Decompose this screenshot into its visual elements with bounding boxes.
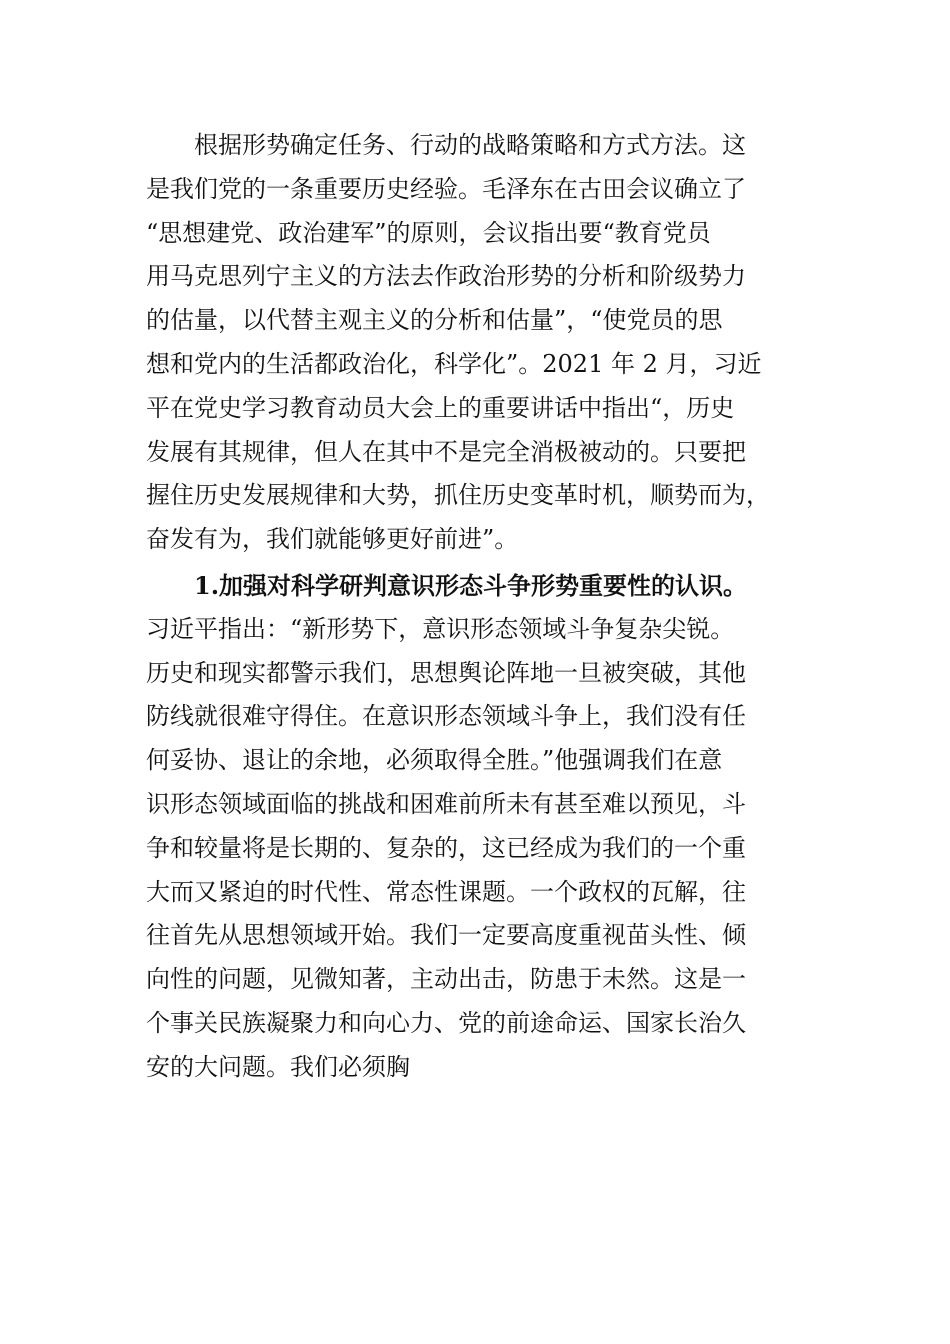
paragraph-1-line: 想和党内的生活都政治化，科学化”。2021 年 2 月，习近 — [146, 349, 762, 378]
paragraph-1-line: 握住历史发展规律和大势，抓住历史变革时机，顺势而为， — [146, 481, 770, 510]
paragraph-2-line: 大而又紧迫的时代性、常态性课题。一个政权的瓦解，往 — [146, 877, 746, 906]
paragraph-1 — [146, 124, 806, 562]
paragraph-1-line: 用马克思列宁主义的方法去作政治形势的分析和阶级势力 — [146, 262, 746, 291]
paragraph-1-line: 发展有其规律，但人在其中不是完全消极被动的。只要把 — [146, 437, 746, 466]
paragraph-2-line: 个事关民族凝聚力和向心力、党的前途命运、国家长治久 — [146, 1008, 746, 1037]
paragraph-2-line: 往首先从思想领域开始。我们一定要高度重视苗头性、倾 — [146, 921, 746, 950]
paragraph-2-line: 争和较量将是长期的、复杂的，这已经成为我们的一个重 — [146, 833, 746, 862]
section-heading: 1.加强对科学研判意识形态斗争形势重要性的认识。 — [146, 571, 748, 600]
paragraph-1-line: 是我们党的一条重要历史经验。毛泽东在古田会议确立了 — [146, 174, 746, 203]
paragraph-2-line: 防线就很难守得住。在意识形态领域斗争上，我们没有任 — [146, 702, 746, 731]
paragraph-2-line: 历史和现实都警示我们，思想舆论阵地一旦被突破，其他 — [146, 658, 746, 687]
paragraph-1-line: 平在党史学习教育动员大会上的重要讲话中指出“，历史 — [146, 393, 735, 422]
paragraph-2-line: 何妥协、退让的余地，必须取得全胜。”他强调我们在意 — [146, 746, 723, 775]
paragraph-1-line: 的估量，以代替主观主义的分析和估量”，“使党员的思 — [146, 306, 723, 335]
paragraph-1-line: 根据形势确定任务、行动的战略策略和方式方法。这 — [146, 131, 746, 159]
paragraph-2 — [146, 564, 806, 1090]
paragraph-2-line: 习近平指出：“新形势下，意识形态领域斗争复杂尖锐。 — [146, 614, 735, 643]
paragraph-2-line: 安的大问题。我们必须胸 — [146, 1052, 410, 1081]
paragraph-1-line: “思想建党、政治建军”的原则，会议指出要“教育党员 — [146, 218, 711, 247]
paragraph-2-line: 向性的问题，见微知著，主动出击，防患于未然。这是一 — [146, 965, 746, 994]
paragraph-1-line: 奋发有为，我们就能够更好前进”。 — [146, 525, 519, 554]
paragraph-2-line: 识形态领域面临的挑战和困难前所未有甚至难以预见，斗 — [146, 789, 746, 818]
